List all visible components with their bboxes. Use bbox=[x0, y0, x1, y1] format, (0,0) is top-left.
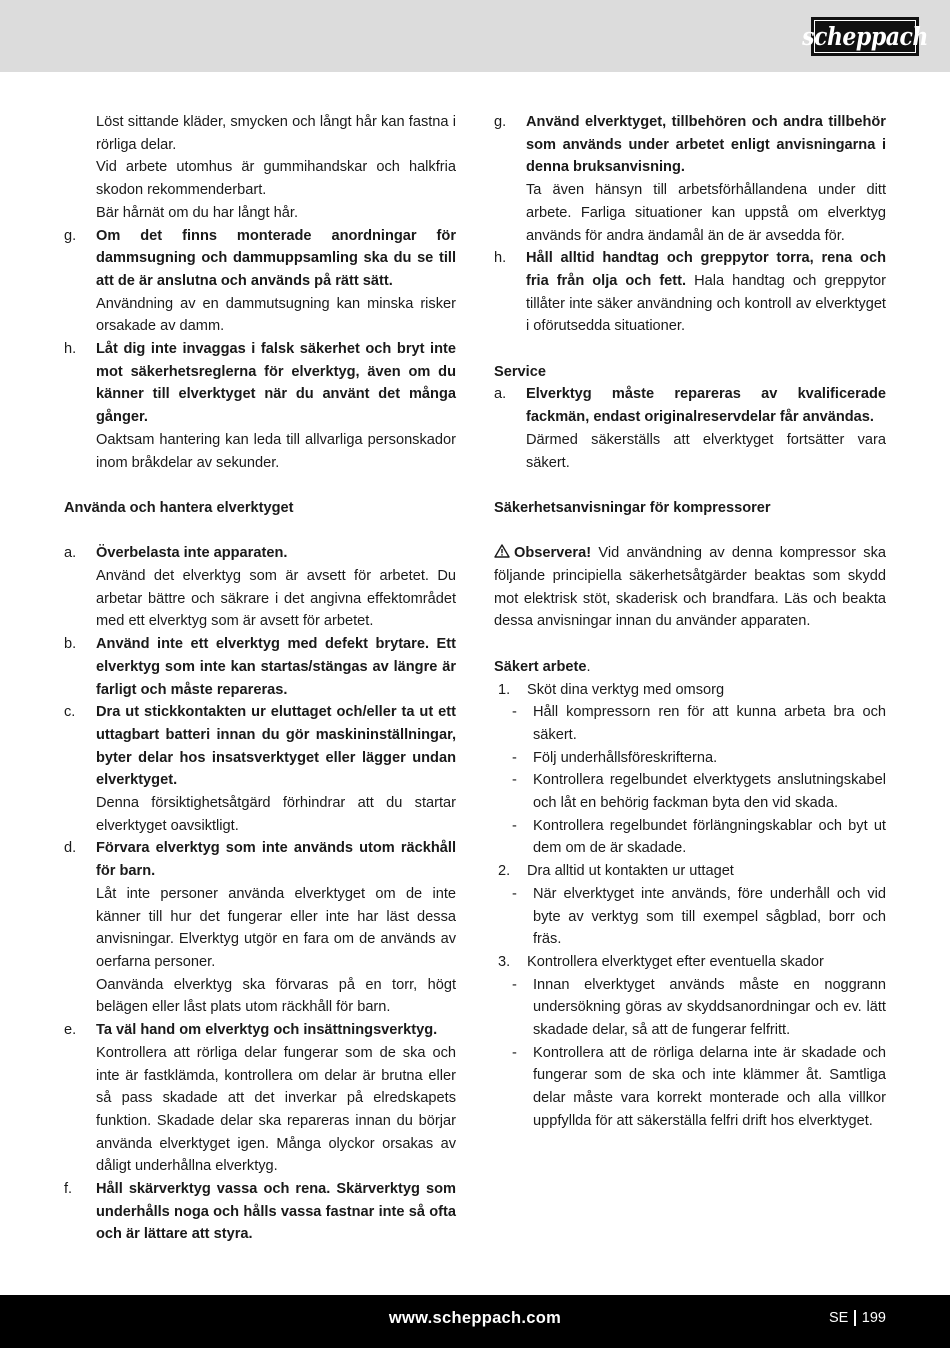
list-label: a. bbox=[64, 545, 77, 562]
list-label: b. bbox=[64, 636, 77, 653]
dash-item-text: Kontrollera regelbundet förlängningskablar och byt ut dem om de är skadade. bbox=[533, 817, 886, 857]
list-label: g. bbox=[64, 227, 77, 244]
list-item-h bbox=[64, 338, 456, 474]
numbered-text: Sköt dina verktyg med omsorg bbox=[527, 681, 725, 698]
list-item-a bbox=[64, 542, 456, 633]
dash-item: - Håll kompressorn ren för att kunna arbeta bra och säkert. bbox=[494, 701, 886, 746]
page-number bbox=[829, 1310, 886, 1326]
list-item-text: Ta även hänsyn till arbetsförhållandena under ditt arbete. Farliga situationer kan uppstå om elverktyg används för andra ändamål än de är avsedda för. bbox=[526, 182, 886, 244]
number-label: 3. bbox=[498, 953, 511, 970]
list-item-text: Användning av en dammutsugning kan minska risker orsakade av damm. bbox=[96, 295, 456, 335]
list-item-text: Oaktsam hantering kan leda till allvarliga personskador inom bråkdelar av sekunder. bbox=[96, 431, 456, 471]
left-column bbox=[64, 111, 456, 1246]
safe-work-title-bold: Säkert arbete bbox=[494, 658, 587, 675]
warning-text: Vid användning av denna kompressor ska följande principiella säkerhetsåtgärder beaktas som skydd mot elektrisk stöt, skaderisk och brandfara. Läs och beakta dessa anvisningar innan du använder apparaten. bbox=[494, 545, 886, 630]
section-title-service: Service bbox=[494, 363, 546, 380]
list-label: h. bbox=[64, 341, 77, 358]
list-item-bold: Låt dig inte invaggas i falsk säkerhet och bryt inte mot säkerhetsreglerna för elverktyg, även om du känner till elverktyget när du använt det många gånger. bbox=[96, 341, 456, 426]
numbered-item-1 bbox=[494, 679, 886, 702]
numbered-text: Kontrollera elverktyget efter eventuella skador bbox=[527, 953, 824, 970]
list-item-text: Därmed säkerställs att elverktyget fortsätter vara säkert. bbox=[526, 431, 886, 471]
list-item-text: Hala handtag och greppytor tillåter inte säker användning och kontroll av elverktyget i oförutsedda situationer. bbox=[526, 272, 886, 335]
list-label: h. bbox=[494, 250, 507, 267]
safe-work-title-rest: . bbox=[586, 658, 591, 675]
list-item-text: Kontrollera att rörliga delar fungerar som de ska och inte är fastklämda, kontrollera om delar är brutna eller så pass skadade att det inverkar på elredskapets funktion. Skadade delar ska repareras innan du börjar använda elverktyget igen. Många olyckor orsakas av dåligt underhållna elverktyg. bbox=[96, 1044, 456, 1175]
service-item-a bbox=[494, 383, 886, 474]
list-item-text: Låt inte personer använda elverktyget om de inte känner till hur det fungerar eller inte har läst dessa anvisningar. Elverktyg utgör en fara om de används av oerfarna personer. bbox=[96, 885, 456, 970]
list-item-h bbox=[494, 247, 886, 338]
right-column bbox=[494, 111, 886, 1133]
dash-item: - Kontrollera regelbundet elverktygets anslutningskabel och låt en behörig fackman byta den vid skada. bbox=[494, 769, 886, 814]
intro-line: Vid arbete utomhus är gummihandskar och halkfria skodon rekommenderbart. bbox=[96, 159, 456, 199]
list-item-bold: Dra ut stickkontakten ur eluttaget och/eller ta ut ett uttagbart batteri innan du gör maskininställningar, byter delar hos insatsverktyget eller lägger undan elverktyget. bbox=[96, 704, 456, 789]
list-label: a. bbox=[494, 386, 507, 403]
number-label: 1. bbox=[498, 681, 511, 698]
page-number-value: 199 bbox=[861, 1310, 886, 1326]
footer-separator bbox=[854, 1310, 856, 1326]
warning-triangle-icon bbox=[494, 544, 510, 558]
dash-item-text: Kontrollera regelbundet elverktygets anslutningskabel och låt en behörig fackman byta den vid skada. bbox=[533, 772, 886, 812]
intro-block bbox=[64, 111, 456, 225]
header-bar bbox=[0, 0, 950, 72]
dash-item: - Följ underhållsföreskrifterna. bbox=[494, 747, 886, 770]
list-item-bold: Om det finns monterade anordningar för dammsugning och dammuppsamling ska du se till att de är anslutna och används på rätt sätt. bbox=[96, 227, 456, 289]
list-item-text: Denna försiktighetsåtgärd förhindrar att du startar elverktyget oavsiktligt. bbox=[96, 795, 456, 834]
list-label: d. bbox=[64, 840, 77, 857]
brand-logo-text: scheppach bbox=[802, 21, 928, 52]
list-item-bold: Förvara elverktyg som inte används utom räckhåll för barn. bbox=[96, 840, 456, 880]
dash-item-text: Håll kompressorn ren för att kunna arbeta bra och säkert. bbox=[533, 704, 886, 743]
dash-item: - Innan elverktyget används måste en noggrann undersökning göras av skyddsanordningar och ev. lätt skadade delar, så att de fungerar felfritt. bbox=[494, 974, 886, 1042]
list-item-bold: Håll skärverktyg vassa och rena. Skärverktyg som underhålls noga och hålls vassa fastnar inte så ofta och är lättare att styra. bbox=[96, 1181, 456, 1243]
dash-item-text: När elverktyget inte används, före underhåll och vid byte av verktyg som till exempel sågblad, borr och fräs. bbox=[533, 885, 886, 948]
list-item-bold: Överbelasta inte apparaten. bbox=[96, 545, 288, 562]
safe-work-title bbox=[494, 656, 886, 679]
dash-item-text: Innan elverktyget används måste en noggrann undersökning göras av skyddsanordningar och ev. lätt skadade delar, så att de fungerar felfritt. bbox=[533, 976, 886, 1039]
list-item-f bbox=[64, 1178, 456, 1246]
list-item-b bbox=[64, 633, 456, 701]
list-label: e. bbox=[64, 1022, 77, 1039]
list-item-bold: Använd inte ett elverktyg med defekt brytare. Ett elverktyg som inte kan startas/stängas av längre är farligt och måste repareras. bbox=[96, 636, 456, 698]
footer-bar bbox=[0, 1295, 950, 1348]
intro-line: Bär hårnät om du har långt hår. bbox=[96, 204, 299, 221]
list-item-g bbox=[494, 111, 886, 247]
warning-label: Observera! bbox=[514, 545, 592, 562]
list-item-text: Använd det elverktyg som är avsett för arbetet. Du arbetar bättre och säkrare i det angivna effektområdet med ett elverktyg som är avsett för arbetet. bbox=[96, 568, 456, 630]
intro-line: Löst sittande kläder, smycken och långt hår kan fastna i rörliga delar. bbox=[96, 114, 456, 153]
numbered-item-2 bbox=[494, 860, 886, 883]
list-label: f. bbox=[64, 1181, 73, 1198]
dash-item-text: Följ underhållsföreskrifterna. bbox=[533, 749, 718, 766]
language-code: SE bbox=[828, 1310, 849, 1326]
list-item-bold: Ta väl hand om elverktyg och insättningsverktyg. bbox=[96, 1022, 438, 1039]
list-item-bold: Elverktyg måste repareras av kvalificerade fackmän, endast originalreservdelar får användas. bbox=[526, 386, 886, 426]
dash-item-text: Kontrollera att de rörliga delarna inte är skadade och fungerar som de ska och inte klämmer åt. Samtliga delar måste vara korrekt monterade och alla villkor uppfyllda för att säkerställa felfri drift hos elverktyget. bbox=[533, 1044, 886, 1129]
dash-item: - När elverktyget inte används, före underhåll och vid byte av verktyg som till exempel sågblad, borr och fräs. bbox=[494, 883, 886, 951]
list-item-c bbox=[64, 701, 456, 837]
warning-paragraph bbox=[494, 542, 886, 633]
list-item-d bbox=[64, 837, 456, 1019]
footer-url[interactable]: www.scheppach.com bbox=[388, 1309, 562, 1327]
list-item-bold: Använd elverktyget, tillbehören och andra tillbehör som används under arbetet enligt anvisningarna i denna bruksanvisning. bbox=[526, 114, 886, 176]
number-label: 2. bbox=[498, 863, 511, 880]
dash-item: - Kontrollera regelbundet förlängningskablar och byt ut dem om de är skadade. bbox=[494, 815, 886, 860]
list-item-e bbox=[64, 1019, 456, 1178]
numbered-text: Dra alltid ut kontakten ur uttaget bbox=[527, 863, 734, 880]
numbered-item-3 bbox=[494, 951, 886, 974]
brand-logo bbox=[802, 17, 928, 56]
list-label: c. bbox=[64, 704, 76, 721]
list-item-g bbox=[64, 225, 456, 339]
list-item-bold: Håll alltid handtag och greppytor torra, rena och fria från olja och fett. bbox=[526, 250, 886, 289]
list-item-text: Oanvända elverktyg ska förvaras på en torr, högt belägen eller låst plats utom räckhåll för barn. bbox=[96, 976, 456, 1016]
section-title-compressor: Säkerhetsanvisningar för kompressorer bbox=[494, 499, 771, 516]
list-label: g. bbox=[494, 114, 507, 130]
section-title-use: Använda och hantera elverktyget bbox=[64, 499, 294, 516]
dash-item: - Kontrollera att de rörliga delarna inte är skadade och fungerar som de ska och inte klämmer åt. Samtliga delar måste vara korrekt monterade och alla villkor uppfyllda för att säkerställa felfri drift hos elverktyget. bbox=[494, 1042, 886, 1133]
